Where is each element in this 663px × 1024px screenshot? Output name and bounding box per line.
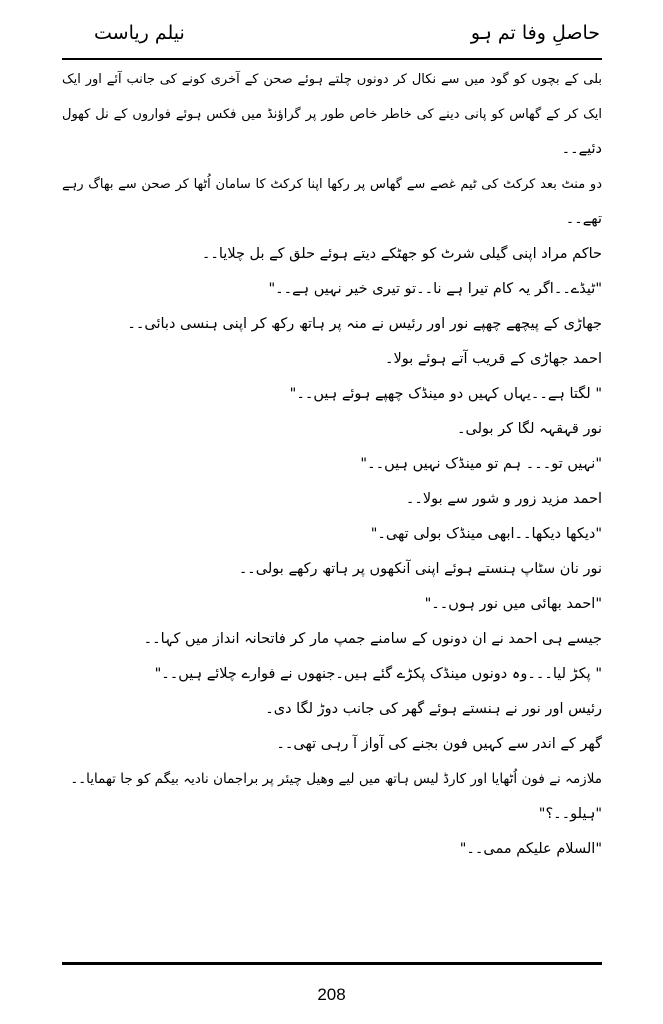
footer-rule [62,962,602,965]
text-line: "ٹیڈے۔۔اگر یہ کام تیرا ہے نا۔۔تو تیری خیر نہیں ہے۔۔" [268,281,602,297]
page-body [62,62,602,867]
text-line: احمد جھاڑی کے قریب آتے ہوئے بولا۔ [384,351,602,367]
text-line: جیسے ہی احمد نے ان دونوں کے سامنے جمپ مار کر فاتحانہ انداز میں کہا۔۔ [143,631,602,647]
page-number: 208 [317,985,346,1004]
text-line: حاکم مراد اپنی گیلی شرٹ کو جھٹکے دیتے ہوئے حلق کے بل چلایا۔۔ [201,246,602,262]
text-line: تھے۔۔ [565,211,602,227]
text-line: دو منٹ بعد کرکٹ کی ٹیم غصے سے گھاس پر رکھا اپنا کرکٹ کا سامان اُٹھا کر صحن سے بھاگ رہے [62,177,602,192]
author-name: نیلم ریاست [94,22,185,44]
text-line: جھاڑی کے پیچھے چھپے نور اور رئیس نے منہ پر ہاتھ رکھ کر اپنی ہنسی دبائی۔۔ [127,316,602,332]
text-line: "نہیں تو۔۔۔ ہم تو مینڈک نہیں ہیں۔۔" [360,456,602,472]
book-title: حاصلِ وفا تم ہو [470,22,600,44]
text-line: " پکڑ لیا۔۔۔وہ دونوں مینڈک پکڑے گئے ہیں۔جنھوں نے فوارے چلائے ہیں۔۔" [154,666,602,682]
text-line: ملازمہ نے فون اُٹھایا اور کارڈ لیس ہاتھ میں لیے وھیل چیئر پر براجمان نادیہ بیگم کو جا تھمایا۔۔ [70,771,602,787]
text-line: گھر کے اندر سے کہیں فون بجنے کی آواز آ رہی تھی۔۔ [276,736,602,752]
text-line: "احمد بھائی میں نور ہوں۔۔" [424,596,602,612]
text-line: "ہیلو۔۔؟" [538,806,602,822]
text-line: "دیکھا دیکھا۔۔ابھی مینڈک بولی تھی۔" [370,526,602,542]
text-line: "السلام علیکم ممی۔۔" [459,841,602,857]
text-line: احمد مزید زور و شور سے بولا۔۔ [405,491,602,507]
page-header [64,22,600,54]
text-line: رئیس اور نور نے ہنستے ہوئے گھر کی جانب دوڑ لگا دی۔ [265,701,602,717]
text-line: " لگتا ہے۔۔یہاں کہیں دو مینڈک چھپے ہوئے ہیں۔۔" [289,386,602,402]
text-line: ایک کر کے گھاس کو پانی دینے کی خاطر خاص طور پر گراؤنڈ میں فکس ہوئے فواروں کے نل کھول [62,107,602,122]
text-line: نور قہقہہ لگا کر بولی۔ [457,421,602,437]
text-line: دئیے۔۔ [561,141,602,157]
text-line: نور نان سٹاپ ہنستے ہوئے اپنی آنکھوں پر ہاتھ رکھے بولی۔۔ [238,561,602,577]
text-line: بلی کے بچوں کو گود میں سے نکال کر دونوں چلتے ہوئے صحن کے آخری کونے کی جانب آئے اور ایک [62,72,602,87]
header-rule [62,58,602,60]
